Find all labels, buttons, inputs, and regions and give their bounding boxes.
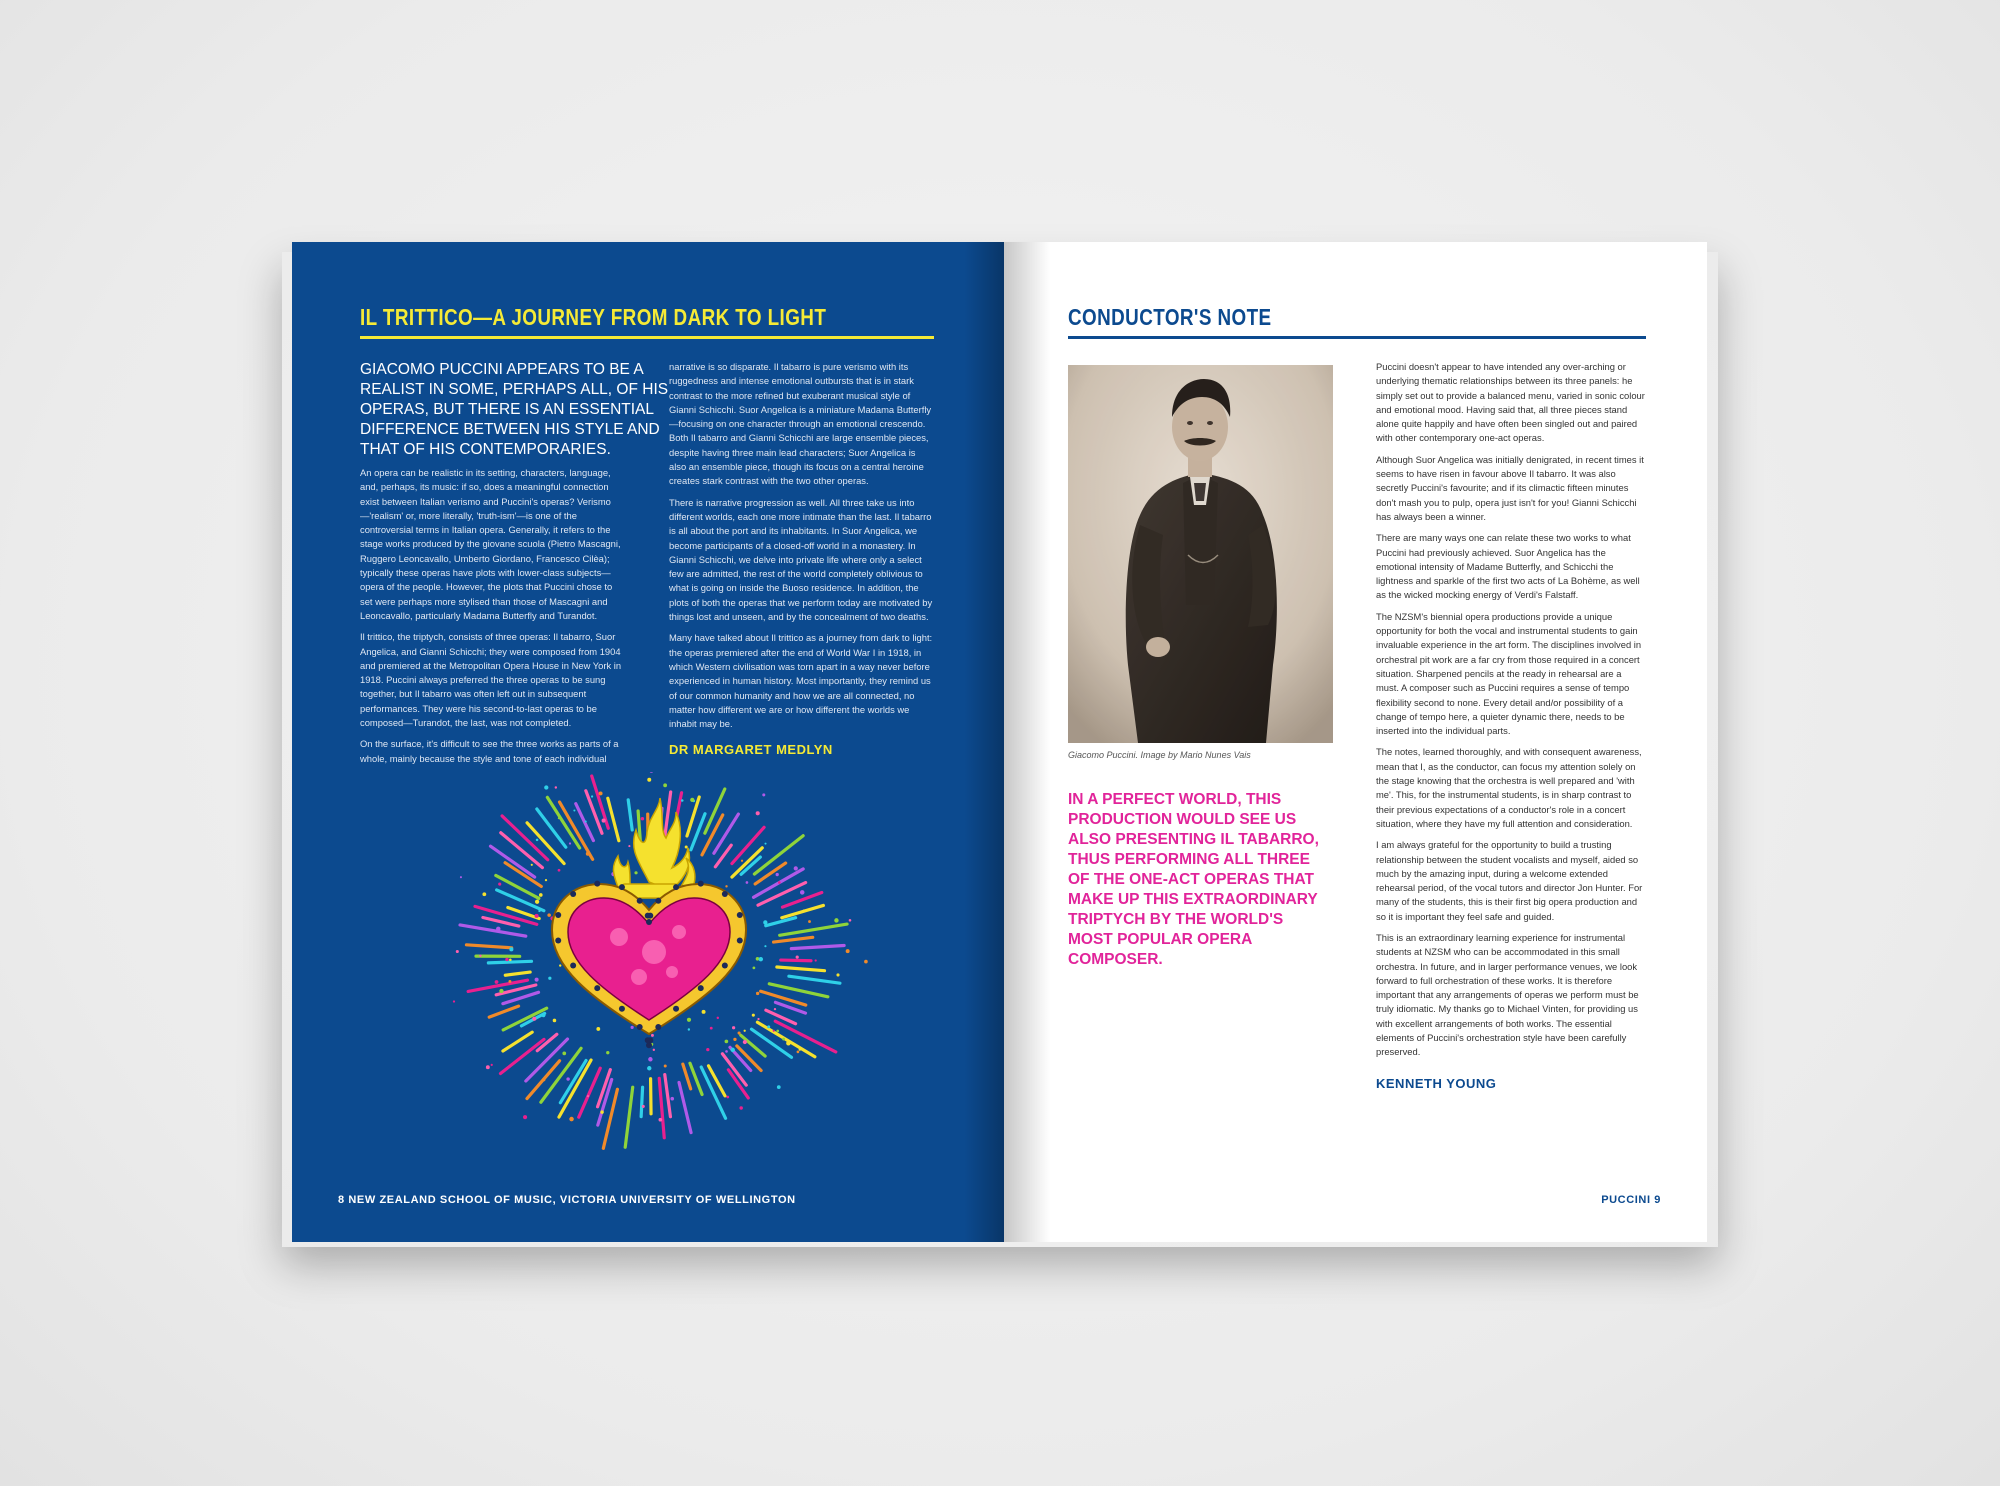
burst-dot bbox=[800, 890, 805, 895]
heart-bead bbox=[673, 884, 679, 890]
burst-ray bbox=[559, 1060, 591, 1117]
burst-dot bbox=[558, 869, 561, 872]
paragraph: I am always grateful for the opportunity to build a trusting relationship between the student vocalists and myself, aided so much by the amazing input, during a welcome extended rehearsal period, of the vocal tutors and director Jon Hunter. For many of the students, this is their first big opera production and so it is important they feel safe and guided. bbox=[1376, 839, 1643, 922]
burst-dot bbox=[535, 900, 539, 904]
burst-dot bbox=[794, 866, 798, 870]
burst-dot bbox=[796, 956, 799, 959]
burst-dot bbox=[782, 1038, 785, 1041]
burst-ray bbox=[780, 924, 847, 935]
heart-bead bbox=[673, 1006, 679, 1012]
burst-ray bbox=[775, 1021, 836, 1052]
heart-bead bbox=[594, 985, 600, 991]
heart-bead bbox=[594, 881, 600, 887]
heart-bead bbox=[637, 1024, 643, 1030]
burst-dot bbox=[505, 958, 508, 961]
burst-dot bbox=[738, 1031, 741, 1034]
heart-bead bbox=[655, 898, 661, 904]
paragraph: This is an extraordinary learning experience for instrumental students at NZSM who can be accommodated in this small orchestra. In future, and in larger performance venues, we look forward to full orchestration of these works. It is therefore important that any arrangements of operas we perform must be truly idiomatic. My thanks go to Michael Vinten, for providing us with excellent arrangements of both works. The essential elements of Puccini's orchestration style have been carefully preserved. bbox=[1376, 931, 1639, 1058]
burst-ray bbox=[628, 800, 632, 830]
burst-dot bbox=[596, 1027, 600, 1031]
burst-ray bbox=[679, 1082, 691, 1132]
burst-dot bbox=[641, 817, 644, 820]
burst-dot bbox=[717, 1017, 719, 1019]
burst-ray bbox=[777, 967, 825, 971]
burst-dot bbox=[499, 989, 503, 993]
burst-dot bbox=[733, 1038, 736, 1041]
burst-dot bbox=[849, 919, 852, 922]
heart-bead bbox=[722, 962, 728, 968]
heart-bead bbox=[555, 938, 561, 944]
burst-dot bbox=[569, 842, 571, 844]
burst-dot bbox=[726, 1096, 729, 1099]
burst-dot bbox=[752, 1014, 755, 1017]
burst-ray bbox=[766, 918, 796, 926]
burst-dot bbox=[688, 1028, 690, 1030]
burst-dot bbox=[690, 798, 694, 802]
burst-ray bbox=[781, 960, 811, 961]
burst-dot bbox=[836, 973, 839, 976]
right-page bbox=[1004, 242, 1707, 1242]
burst-dot bbox=[864, 960, 868, 964]
burst-ray bbox=[489, 1006, 518, 1017]
burst-ray bbox=[505, 972, 530, 975]
burst-dot bbox=[591, 795, 593, 797]
burst-dot bbox=[509, 947, 513, 951]
burst-ray bbox=[791, 946, 844, 949]
burst-ray bbox=[503, 1008, 547, 1030]
burst-dot bbox=[659, 1118, 663, 1122]
burst-dot bbox=[573, 810, 575, 812]
heart-bead bbox=[619, 884, 625, 890]
burst-dot bbox=[762, 793, 765, 796]
left-column-2 bbox=[669, 360, 934, 738]
portrait-photo bbox=[1068, 365, 1333, 743]
burst-dot bbox=[453, 1000, 455, 1002]
burst-dot bbox=[495, 980, 499, 984]
burst-dot bbox=[756, 992, 759, 995]
burst-dot bbox=[773, 1030, 775, 1032]
burst-dot bbox=[663, 783, 667, 787]
left-title-rule bbox=[360, 336, 934, 339]
burst-dot bbox=[786, 1041, 791, 1046]
burst-ray bbox=[503, 992, 539, 1003]
gutter-shadow-left bbox=[964, 242, 1004, 1242]
burst-dot bbox=[555, 786, 557, 788]
burst-dot bbox=[764, 945, 766, 947]
burst-dot bbox=[544, 785, 548, 789]
burst-dot bbox=[562, 1052, 566, 1056]
burst-dot bbox=[753, 966, 756, 969]
burst-dot bbox=[777, 1085, 781, 1089]
heart-bead bbox=[722, 891, 728, 897]
burst-dot bbox=[508, 980, 511, 983]
burst-dot bbox=[569, 1117, 574, 1122]
burst-ray bbox=[659, 1078, 664, 1137]
burst-ray bbox=[702, 815, 723, 855]
burst-dot bbox=[803, 909, 805, 911]
burst-dot bbox=[456, 950, 459, 953]
left-page bbox=[292, 242, 1004, 1242]
burst-dot bbox=[815, 959, 817, 961]
conductor-signature: KENNETH YOUNG bbox=[1376, 1076, 1497, 1091]
burst-ray bbox=[774, 937, 813, 942]
burst-dot bbox=[739, 1106, 742, 1109]
burst-ray bbox=[560, 1060, 586, 1102]
burst-dot bbox=[648, 1057, 652, 1061]
left-column-1 bbox=[360, 466, 624, 773]
paragraph: Puccini doesn't appear to have intended any over-arching or underlying thematic relationships between its three panels: he simply set out to provide a balanced menu, varied in sonic colour and emotional mood. Having said that, all three pieces stand alone quite happily and have often been singled out and paired with other contemporary one-act operas. bbox=[1376, 361, 1645, 444]
paragraph: The notes, learned thoroughly, and with consequent awareness, mean that I, as the conductor, can focus my attention solely on the stage knowing that the orchestra is well prepared and 'with me'. This, for the instrumental students, is in sharp contrast to their previous expectations of a conductor's role in a concert situation, where they have my full attention and consideration. bbox=[1376, 746, 1642, 829]
burst-dot bbox=[759, 957, 763, 961]
burst-ray bbox=[641, 1087, 642, 1116]
burst-dot bbox=[710, 1027, 713, 1030]
heart-bead bbox=[698, 881, 704, 887]
right-folio: PUCCINI 9 bbox=[1601, 1194, 1661, 1206]
burst-dot bbox=[664, 1065, 667, 1068]
burst-dot bbox=[757, 1018, 759, 1020]
burst-dot bbox=[606, 1051, 609, 1054]
burst-ray bbox=[488, 961, 531, 963]
flaming-sacred-heart-icon bbox=[414, 772, 884, 1182]
gutter-shadow-right bbox=[1004, 242, 1050, 1242]
burst-dot bbox=[531, 864, 533, 866]
paragraph: The NZSM's biennial opera productions provide a unique opportunity for both the vocal and instrumental students to gain invaluable experience in the art form. The disciplines involved in orchestral pit work are a far cry from those required in a concert situation. Sharpened pencils at the ready in rehearsal are a must. A composer such as Puccini requires a sense of tempo flexibility second to none. Every detail and/or possibility of a change of tempo here, a quieter dynamic there, needs to be inserted into the individual parts. bbox=[1376, 610, 1642, 737]
heart-bead bbox=[646, 919, 652, 925]
burst-ray bbox=[537, 809, 566, 847]
burst-dot bbox=[509, 959, 512, 962]
pull-quote: IN A PERFECT WORLD, THIS PRODUCTION WOULD SEE US ALSO PRESENTING IL TABARRO, THUS PERFORMING ALL THREE OF THE ONE-ACT OPERAS THAT MAKE UP THIS EXTRAORDINARY TRIPTYCH BY THE WORLD'S MOST POPULAR OPERA COMPOSER. bbox=[1068, 791, 1319, 968]
burst-dot bbox=[649, 772, 653, 773]
burst-ray bbox=[665, 1075, 671, 1117]
burst-dot bbox=[702, 1010, 706, 1014]
burst-dot bbox=[706, 1048, 709, 1051]
heart-bead bbox=[637, 898, 643, 904]
burst-dot bbox=[741, 860, 743, 862]
burst-ray bbox=[491, 846, 535, 877]
burst-ray bbox=[608, 798, 619, 840]
heart-bead bbox=[737, 912, 743, 918]
burst-dot bbox=[548, 977, 551, 980]
heart-bead bbox=[737, 938, 743, 944]
burst-dot bbox=[538, 910, 540, 912]
burst-dot bbox=[545, 879, 547, 881]
author-signature: DR MARGARET MEDLYN bbox=[669, 742, 833, 757]
burst-ray bbox=[466, 945, 511, 948]
burst-ray bbox=[625, 1087, 633, 1147]
burst-ray bbox=[705, 789, 725, 833]
burst-dot bbox=[542, 1078, 545, 1081]
burst-dot bbox=[756, 811, 760, 815]
burst-dot bbox=[763, 920, 767, 924]
burst-dot bbox=[778, 881, 781, 884]
paragraph: Il trittico, the triptych, consists of three operas: Il tabarro, Suor Angelica, and Gianni Schicchi; they were composed from 1904 and premiered at the Metropolitan Opera House in New York in 1918. Puccini always preferred the three operas to be sung together, but Il tabarro was often left out in subsequent performances. They were his second-to-last operas to be composed—Turandot, the last, was not completed. bbox=[360, 631, 622, 729]
burst-ray bbox=[769, 984, 828, 997]
photo-caption: Giacomo Puccini. Image by Mario Nunes Vais bbox=[1068, 750, 1251, 760]
burst-dot bbox=[566, 1077, 569, 1080]
left-folio: 8 NEW ZEALAND SCHOOL OF MUSIC, VICTORIA UNIVERSITY OF WELLINGTON bbox=[338, 1194, 796, 1206]
burst-dot bbox=[653, 1049, 655, 1051]
burst-dot bbox=[797, 1050, 800, 1053]
burst-dot bbox=[681, 799, 684, 802]
burst-dot bbox=[482, 892, 486, 896]
burst-ray bbox=[782, 905, 824, 917]
burst-dot bbox=[536, 839, 539, 842]
burst-dot bbox=[725, 1040, 729, 1044]
heart-bead bbox=[698, 985, 704, 991]
burst-dot bbox=[498, 883, 501, 886]
burst-dot bbox=[808, 920, 811, 923]
burst-dot bbox=[746, 881, 749, 884]
heart-bead bbox=[655, 1024, 661, 1030]
burst-ray bbox=[789, 976, 840, 983]
burst-dot bbox=[535, 914, 539, 918]
burst-dot bbox=[846, 949, 850, 953]
burst-ray bbox=[683, 1064, 691, 1089]
burst-dot bbox=[732, 1026, 735, 1029]
heart-bead bbox=[619, 1006, 625, 1012]
burst-dot bbox=[731, 1048, 735, 1052]
burst-dot bbox=[834, 918, 838, 922]
burst-ray bbox=[766, 1010, 796, 1024]
burst-dot bbox=[725, 1050, 728, 1053]
burst-dot bbox=[486, 1065, 490, 1069]
paragraph: Many have talked about Il trittico as a journey from dark to light: the operas premiered after the end of World War I in 1918, in which Western civilisation was torn apart in a way never before experienced in human history. Most importantly, they remind us of our common humanity and how we are all connected, no matter how different we are or how different the worlds we inhabit may be. bbox=[669, 632, 933, 730]
burst-dot bbox=[725, 885, 727, 887]
burst-dot bbox=[496, 927, 500, 931]
burst-dot bbox=[631, 1026, 634, 1029]
burst-dot bbox=[744, 1030, 746, 1032]
paragraph: There is narrative progression as well. All three take us into different worlds, each one more intimate than the last. Il tabarro is all about the port and its inhabitants. In Suor Angelica, we become participants of a closed-off world in a monastery. In Gianni Schicchi, we delve into private life where only a select few are admitted, the rest of the world completely oblivious to what is going on inside the Buoso residence. In addition, the plots of both the operas that we perform today are motivated by things lost and unseen, and by the concealment of two deaths. bbox=[669, 496, 933, 623]
burst-dot bbox=[599, 791, 603, 795]
burst-ray bbox=[751, 1029, 791, 1057]
burst-dot bbox=[559, 964, 561, 966]
burst-dot bbox=[647, 1066, 651, 1070]
burst-dot bbox=[774, 1008, 776, 1010]
heart-bead bbox=[570, 891, 576, 897]
burst-dot bbox=[547, 913, 551, 917]
burst-dot bbox=[776, 873, 779, 876]
right-title-rule bbox=[1068, 336, 1646, 339]
burst-dot bbox=[600, 1110, 603, 1113]
burst-dot bbox=[642, 1105, 645, 1108]
heart-bead bbox=[645, 1037, 651, 1043]
burst-dot bbox=[479, 955, 481, 957]
burst-dot bbox=[491, 1064, 493, 1066]
heart-bead bbox=[570, 962, 576, 968]
burst-dot bbox=[541, 1013, 545, 1017]
burst-dot bbox=[776, 1030, 779, 1033]
burst-dot bbox=[602, 819, 606, 823]
burst-ray bbox=[714, 814, 738, 853]
burst-dot bbox=[765, 843, 767, 845]
burst-dot bbox=[743, 1040, 747, 1044]
burst-dot bbox=[558, 817, 560, 819]
burst-dot bbox=[799, 1048, 801, 1050]
right-column bbox=[1376, 360, 1646, 1067]
burst-ray bbox=[761, 991, 806, 1005]
burst-dot bbox=[647, 778, 651, 782]
heart-bead bbox=[555, 912, 561, 918]
burst-dot bbox=[553, 1019, 557, 1023]
burst-dot bbox=[670, 1097, 674, 1101]
burst-dot bbox=[651, 1034, 654, 1037]
burst-dot bbox=[687, 1018, 691, 1022]
burst-dot bbox=[539, 893, 543, 897]
burst-dot bbox=[460, 876, 462, 878]
left-page-title: IL TRITTICO—A JOURNEY FROM DARK TO LIGHT bbox=[360, 304, 827, 330]
burst-ray bbox=[503, 1032, 532, 1051]
paragraph: There are many ways one can relate these two works to what Puccini had previously achieved. Suor Angelica has the emotional intensity of Madame Butterfly, and Schicchi the lightness and sparkle of the first two acts of La Bohème, as well as the wicked mocking energy of Verdi's Falstaff. bbox=[1376, 532, 1640, 601]
paragraph: Although Suor Angelica was initially denigrated, in recent times it seems to have risen in favour above Il tabarro. It was also secretly Puccini's favourite; and if its climactic fifteen minutes don't mash you to pulp, opera just isn't for you! Gianni Schicchi has always been a winner. bbox=[1376, 453, 1644, 522]
burst-dot bbox=[535, 978, 539, 982]
burst-dot bbox=[628, 845, 630, 847]
paragraph: An opera can be realistic in its setting, characters, language, and, perhaps, its music: if so, does a meaningful connection exist between Italian verismo and Puccini's operas? Verismo—'realism' or, more literally, 'truth-ism'—is one of the controversial terms in Italian opera. Generally, it refers to the stage works produced by the giovane scuola (Pietro Mascagni, Ruggero Leoncavallo, Umberto Giordano, Francesco Cilèa); typically these operas have plots with lower-class subjects—opera of the people. However, the plots that Puccini chose to set were perhaps more stylised than those of Mascagni and Leoncavallo, particularly Madama Butterfly and Turandot. bbox=[360, 467, 621, 621]
burst-dot bbox=[767, 1025, 770, 1028]
right-page-title: CONDUCTOR'S NOTE bbox=[1068, 304, 1272, 330]
burst-dot bbox=[523, 1115, 527, 1119]
burst-dot bbox=[532, 1017, 536, 1021]
heart-bead bbox=[645, 913, 651, 919]
burst-dot bbox=[585, 820, 587, 822]
lede-paragraph: GIACOMO PUCCINI APPEARS TO BE A REALIST IN SOME, PERHAPS ALL, OF HIS OPERAS, BUT THERE IS AN ESSENTIAL DIFFERENCE BETWEEN HIS STYLE AND THAT OF HIS CONTEMPORARIES. bbox=[360, 361, 669, 458]
paragraph: On the surface, it's difficult to see the three works as parts of a whole, mainly because the style and tone of each individual bbox=[360, 738, 619, 764]
paragraph: narrative is so disparate. Il tabarro is pure verismo with its ruggedness and intense emotional outbursts that is in stark contrast to the more refined but exuberant musical style of Gianni Schicchi. Suor Angelica is a miniature Madama Butterfly—focusing on one character through an emotional crescendo. Both Il tabarro and Gianni Schicchi are large ensemble pieces, despite having three main lead characters; Suor Angelica is also an ensemble piece, though its focus on a central heroine creates stark contrast with the two other operas. bbox=[669, 361, 932, 487]
burst-dot bbox=[586, 852, 590, 856]
burst-dot bbox=[587, 1095, 589, 1097]
burst-ray bbox=[592, 776, 609, 828]
burst-ray bbox=[782, 892, 821, 907]
burst-dot bbox=[634, 871, 637, 874]
